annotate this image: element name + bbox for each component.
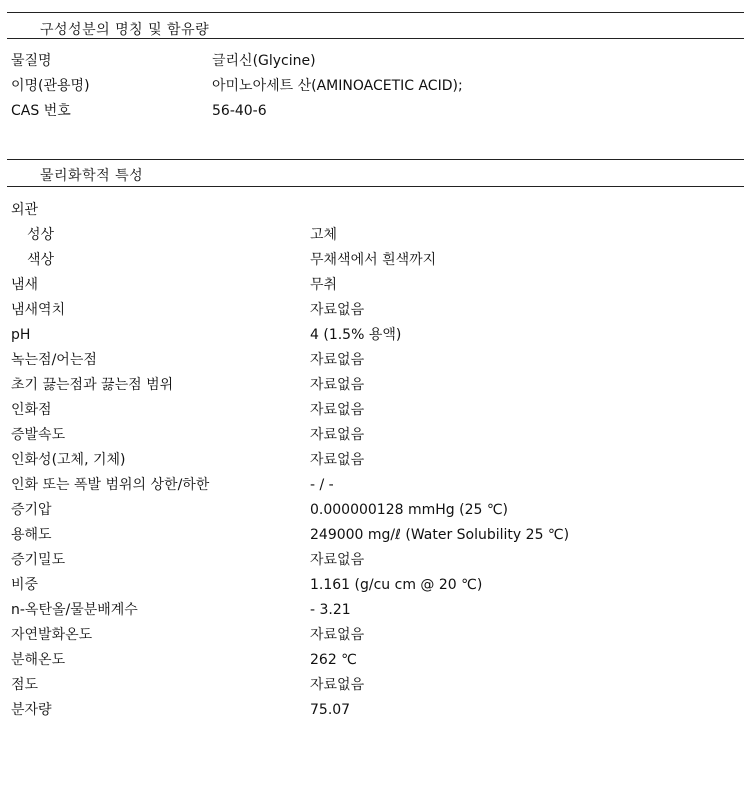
property-row [7,373,737,398]
row-label: 분해온도 [11,652,66,668]
property-row [7,623,737,648]
property-row [7,223,737,248]
top-divider [7,12,744,13]
row-label: 냄새 [11,277,39,293]
row-value: 자료없음 [310,627,365,643]
row-label: 비중 [11,577,39,593]
row-value: 56-40-6 [212,103,267,119]
row-value: 자료없음 [310,377,365,393]
row-label: CAS 번호 [11,103,71,119]
composition-row [7,74,737,99]
row-label: 용해도 [11,527,52,543]
row-label: 점도 [11,677,39,693]
property-row [7,698,737,723]
composition-section-title: 구성성분의 명칭 및 함유량 [40,22,210,38]
row-value: 자료없음 [310,677,365,693]
row-label: 자연발화온도 [11,627,93,643]
row-label: 외관 [11,202,39,218]
property-row [7,398,737,423]
property-row [7,423,737,448]
row-label: 성상 [27,227,55,243]
row-value: 자료없음 [310,452,365,468]
row-value: 자료없음 [310,302,365,318]
row-label: 녹는점/어는점 [11,352,97,368]
row-value: 무취 [310,277,338,293]
row-value: 262 ℃ [310,652,357,668]
composition-row [7,99,737,124]
row-value: 아미노아세트 산(AMINOACETIC ACID); [212,78,463,94]
composition-header-divider [7,38,744,39]
row-value: 고체 [310,227,338,243]
row-label: 인화점 [11,402,52,418]
row-label: 이명(관용명) [11,78,90,94]
row-value: 1.161 (g/cu cm @ 20 ℃) [310,577,483,593]
row-label: 증발속도 [11,427,66,443]
composition-row [7,49,737,74]
row-value: 자료없음 [310,427,365,443]
row-label: 인화성(고체, 기체) [11,452,126,468]
row-label: 인화 또는 폭발 범위의 상한/하한 [11,477,210,493]
row-value: 자료없음 [310,402,365,418]
property-row [7,298,737,323]
property-row [7,198,737,223]
row-value: 무채색에서 흰색까지 [310,252,437,268]
row-label: n-옥탄올/물분배계수 [11,602,138,618]
property-row [7,273,737,298]
property-row [7,523,737,548]
property-row [7,323,737,348]
row-value: 0.000000128 mmHg (25 ℃) [310,502,509,518]
row-label: 냄새역치 [11,302,66,318]
row-label: 물질명 [11,53,52,69]
row-value: - / - [310,477,334,493]
row-value: - 3.21 [310,602,351,618]
properties-header-divider [7,186,744,187]
row-label: 증기밀도 [11,552,66,568]
property-row [7,473,737,498]
property-row [7,498,737,523]
property-row [7,348,737,373]
property-row [7,248,737,273]
property-row [7,448,737,473]
property-row [7,548,737,573]
row-value: 글리신(Glycine) [212,53,316,69]
property-row [7,573,737,598]
row-value: 249000 mg/ℓ (Water Solubility 25 ℃) [310,527,570,543]
row-label: 초기 끓는점과 끓는점 범위 [11,377,174,393]
row-label: 분자량 [11,702,52,718]
row-value: 자료없음 [310,552,365,568]
row-label: pH [11,327,31,343]
properties-section-title: 물리화학적 특성 [40,168,144,184]
row-value: 자료없음 [310,352,365,368]
property-row [7,598,737,623]
property-row [7,648,737,673]
row-label: 색상 [27,252,55,268]
properties-top-divider [7,159,744,160]
row-value: 75.07 [310,702,351,718]
row-label: 증기압 [11,502,52,518]
property-row [7,673,737,698]
row-value: 4 (1.5% 용액) [310,327,402,343]
